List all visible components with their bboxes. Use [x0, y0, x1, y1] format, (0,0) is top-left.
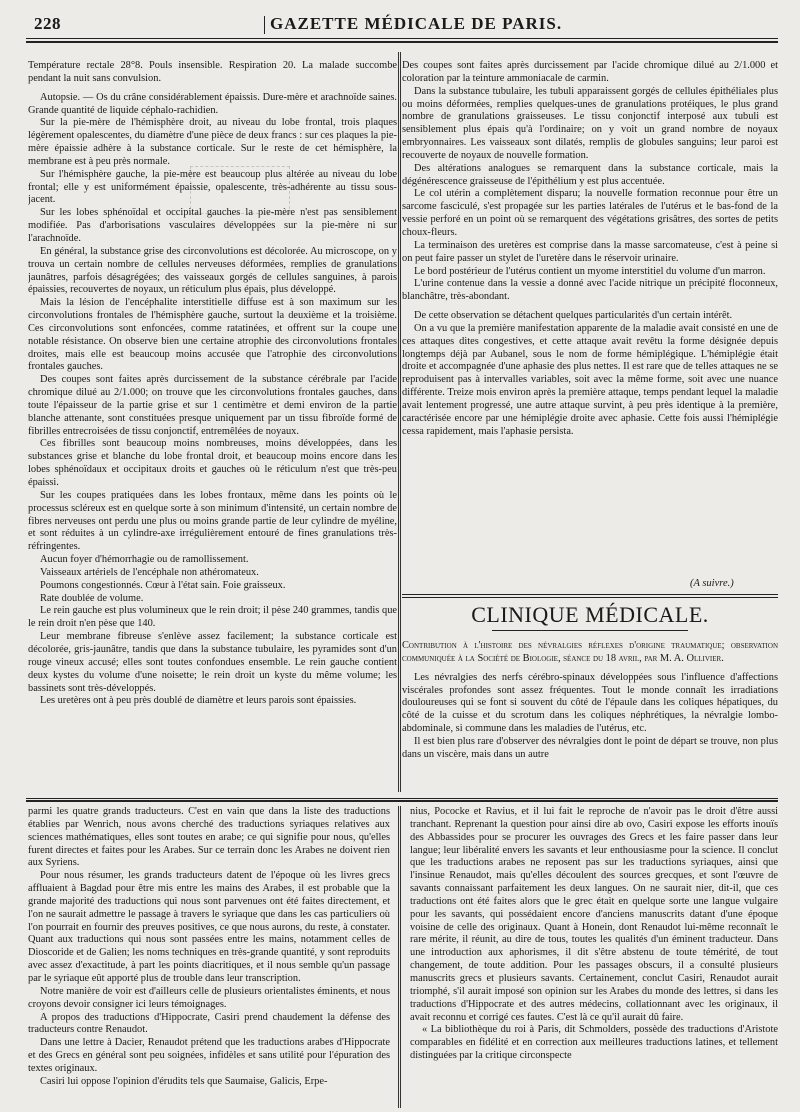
paragraph: Dans une lettre à Dacier, Renaudot prétend que les traductions arabes d'Hippocrate et des Grecs en général sont peu soignées, infidèles et sans utilité pour l'épuration des textes originaux.: [28, 1037, 390, 1074]
paragraph: Ces fibrilles sont beaucoup moins nombreuses, moins développées, dans les substances grise et blanche du lobe frontal droit, et beaucoup moins encore dans les lobes sphénoïdaux et occipitaux droits et gauches où le réticulum n'est que très-peu épaissi.: [28, 438, 397, 488]
paragraph: Leur membrane fibreuse s'enlève assez facilement; la substance corticale est décolorée, gris-jaunâtre, tandis que dans la substance tubulaire, les pyramides sont d'un rouge vineux accusé; elles sont toutes confondues ensemble. Le rein gauche contient deux kystes du volume d'une noisette; le rein droit un kyste du même volume; les bassinets sont très-développés.: [28, 631, 397, 694]
page-number: 228: [34, 14, 61, 33]
paragraph: nius, Pococke et Ravius, et il lui fait le reproche de n'avoir pas le droit d'être aussi tranchant. Reprenant la question pour ainsi dire ab ovo, Casiri expose les efforts inouïs des Abbassides pour se procurer les ouvrages des Grecs et les faire passer dans leur langue; leur libéralité envers les savants et leur enthousiasme pour la science. Il conclut que les traductions arabes ne reposent pas sur les traductions syriaques, ainsi que l'insinue Renaudot, mais qu'elles découlent des sources grecques, et sont l'œuvre de savants connaissant parfaitement les deux langues. On ne saurait nier, dit-il, que ces traductions ont été faites alors que le grec était en quelque sorte une langue vulgaire pour les savants, qui possédaient encore d'anciens manuscrits datant d'une époque voisine de celle des originaux. Quant à Honein, dont Renaudot lui-même reconnaît le rare mérite, il réunit, au dire de tous, toutes les qualités d'un éminent traducteur. Dans une introduction aux aphorismes, il dit s'être abstenu de toute témérité, de tout changement, de toute addition. Pour les passages obscurs, il a consulté plusieurs manuscrits grecs et plusieurs savants. Certainement, conclut Casiri, Renaudot aurait triomphé, s'il aurait imposé son opinion sur les Arabes du monde des lettres, si dans les traductions d'Hippocrate et des autres médecins, collationnant avec les originaux, il avait reconnu et corrigé ces fautes. C'est là ce qu'il aurait dû faire.: [410, 806, 778, 1023]
section-rule: [402, 594, 778, 598]
paragraph: Dans la substance tubulaire, les tubuli apparaissent gorgés de cellules épithéliales plus ou moins déformées, remplies quelques-unes de granulations protéiques, le plus grand nombre de granulations graisseuses. Le tissu conjonctif interposé aux tubuli est sensiblement plus épais qu'à l'ordinaire; on y voit un grand nombre de noyaux embryonnaires. Les vaisseaux sont dilatés, remplis de globules sanguins; leur paroi est recouverte de noyaux de nouvelle formation.: [402, 85, 778, 161]
paragraph: Vaisseaux artériels de l'encéphale non athéromateux.: [40, 566, 259, 578]
paragraph: parmi les quatre grands traducteurs. C'est en vain que dans la liste des traductions établies par Wenrich, nous avons cherché des traductions syriaques relatives aux sciences mathématiques, elles sont toutes en arabe; ce qui signifie pour nous, qu'elles furent directes et faites pour les Arabes. Sur ce terrain donc les Arabes ne doivent rien aux Syriens.: [28, 806, 390, 869]
paragraph: Poumons congestionnés. Cœur à l'état sain. Foie graisseux.: [40, 579, 286, 591]
paragraph: Des altérations analogues se remarquent dans la substance corticale, mais la dégénérescence graisseuse de l'épithélium y est plus accentuée.: [402, 162, 778, 187]
paragraph: Sur les lobes sphénoïdal et occipital gauches la pie-mère n'est pas sensiblement modifiée. Pas d'arborisations vasculaires développées sur la pie-mère ni sur l'arachnoïde.: [28, 207, 397, 244]
paragraph: Des coupes sont faites après durcissement de la substance cérébrale par l'acide chromique dilué au 2/1.000; on trouve que les circonvolutions frontales gauches, dans toute l'épaisseur de la partie grise et sur 1 centimètre et demi environ de la partie blanche attenante, sont constituées presque uniquement par un tissu fibroïde formé de fibrilles entrecroisées de tissu conjonctif, entremêlées de noyaux.: [28, 374, 397, 437]
paragraph: Il est bien plus rare d'observer des névralgies dont le point de départ se trouve, non plus dans un viscère, mais dans un autre: [402, 735, 778, 760]
paragraph: Mais la lésion de l'encéphalite interstitielle diffuse est à son maximum sur les circonvolutions frontales de l'hémisphère gauche, surtout la deuxième et la troisième. Ces circonvolutions sont enfoncées, comme ratatinées, et offrent sur la coupe une notable résistance. On observe bien une certaine atrophie des circonvolutions frontales droites, mais elle est beaucoup moins accusée que l'atrophie des circonvolutions frontales gauches.: [28, 297, 397, 373]
paragraph: De cette observation se détachent quelques particularités d'un certain intérêt.: [414, 310, 733, 322]
section-title: CLINIQUE MÉDICALE.: [471, 602, 709, 627]
paragraph: Rate doublée de volume.: [40, 592, 144, 604]
paragraph: En général, la substance grise des circonvolutions est décolorée. Au microscope, on y trouva un certain nombre de cellules nerveuses déformées, remplies de granulations jaunâtres, parfois désagrégées; des vaisseaux gorgés de cellules sanguines, à parois épaissies, recouvertes de noyaux, un réticulum plus épais, plus développé.: [28, 245, 397, 296]
paragraph: Sur les coupes pratiquées dans les lobes frontaux, même dans les points où le processus scléreux est en quelque sorte à son minimum d'intensité, un certain nombre de fibres nerveuses ont perdu une plus ou moins grande partie de leur cylindre de myéline, et sont réduites à un cylindre-axe irrégulièrement entouré de fines granulations très-réfringentes.: [28, 489, 397, 553]
feuilleton-rule: [26, 798, 778, 802]
column-top-right: [402, 60, 778, 580]
column-clinique: [402, 640, 778, 786]
paragraph: « La bibliothèque du roi à Paris, dit Schmolders, possède des traductions d'Aristote comparables en fidélité et en correction aux meilleures traductions latines, et tellement distinguées par la critique circonspecte: [410, 1024, 778, 1062]
page-header: [20, 10, 780, 40]
paragraph: Température rectale 28°8. Pouls insensible. Respiration 20. La malade succombe pendant la nuit sans convulsion.: [28, 60, 397, 84]
paragraph: Casiri lui oppose l'opinion d'érudits tels que Saumaise, Galicis, Erpe-: [40, 1075, 328, 1087]
paragraph: Les névralgies des nerfs cérébro-spinaux développées sous l'influence d'affections viscérales profondes sont assez fréquentes. Tout le monde connaît les irradiations douloureuses qui se font si souvent du côté de l'épaule dans les coliques hépatiques, du côté de la cuisse et du scrotum dans les coliques néphrétiques, la névralgie lombo-abdominale, si commune dans les maladies de l'utérus, etc.: [402, 671, 778, 735]
paragraph: On a vu que la première manifestation apparente de la maladie avait consisté en une de ces attaques dites congestives, et cette attaque avait revêtu la forme désignée depuis longtemps déjà par Aubanel, sous le nom de forme hémiplégique. L'hémiplégie était droite et accompagnée d'une aphasie des plus nettes. Il est rare que de telles attaques ne se reproduisent pas à intervalles variables, soit avec la même forme, soit avec une nuance différente. Treize mois environ après la première attaque, temps pendant lequel la maladie avait lentement progressé, une autre attaque survint, à peu près identique à la première, caractérisée encore par une hémiplégie droite avec aphasie. Cette fois aussi l'hémiplégie cessa rapidement, mais l'aphasie persista.: [402, 322, 778, 437]
column-divider-bottom: [398, 806, 401, 1108]
column-bottom-right: [410, 806, 778, 1106]
paragraph: Aucun foyer d'hémorrhagie ou de ramollissement.: [40, 554, 249, 566]
section-title-underline: [492, 630, 688, 631]
paragraph: A propos des traductions d'Hippocrate, Casiri prend chaudement la défense des traducteurs contre Renaudot.: [28, 1011, 390, 1036]
paragraph: Le bord postérieur de l'utérus contient un myome interstitiel du volume d'un marron.: [414, 265, 766, 277]
running-title: GAZETTE MÉDICALE DE PARIS.: [270, 14, 563, 33]
paragraph: Des coupes sont faites après durcissement par l'acide chromique dilué au 2/1.000 et coloration par la teinture ammoniacale de carmin.: [402, 60, 778, 84]
paragraph: Pour nous résumer, les grands traducteurs datent de l'époque où les livres grecs affluaient à Bagdad pour être mis entre les mains des Arabes, il est probable que la grande majorité des traductions qui nous sont parvenues ont été faites directement, et l'on ne saurait admettre le passage à travers le syriaque que dans les cas particuliers où l'on pourrait en fournir des preuves positives, ce que nous aurons, du reste, à constater. Quant aux traductions qui nous sont passées entre les mains, notamment celles de Dioscoride et de Galien; les noms techniques en très-grande quantité, y sont reproduits avec assez d'exactitude, à part les points diacritiques, et il nous semble qu'un passage par le syriaque eût apporté plus de trouble dans leur transcription.: [28, 870, 390, 984]
paragraph: Notre manière de voir est d'ailleurs celle de plusieurs orientalistes éminents, et nous croyons devoir consigner ici leurs témoignages.: [28, 985, 390, 1010]
paragraph: Le rein gauche est plus volumineux que le rein droit; il pèse 240 grammes, tandis que le rein droit n'en pèse que 140.: [28, 605, 397, 630]
column-divider-top: [398, 52, 401, 792]
paragraph: Sur l'hémisphère gauche, la pie-mère est beaucoup plus altérée au niveau du lobe frontal; elle y est uniformément épaissie, opalescente, très-adhérente au tissu sous-jacent.: [28, 168, 397, 206]
header-rule: [26, 38, 778, 43]
library-stamp: [190, 166, 290, 214]
paragraph-autopsie: Autopsie. — Os du crâne considérablement épaissis. Dure-mère et arachnoïde saines. Grande quantité de liquide céphalo-rachidien.: [28, 91, 397, 116]
paragraph: La terminaison des uretères est comprise dans la masse sarcomateuse, c'est à peine si on peut faire passer un stylet de l'uretère dans le réservoir urinaire.: [402, 239, 778, 264]
paragraph: L'urine contenue dans la vessie a donné avec l'acide nitrique un précipité floconneux, blanchâtre, très-abondant.: [402, 278, 778, 303]
article-heading: Contribution à l'histoire des névralgies réflexes d'origine traumatique; observation communiquée à la Société de Biologie, séance du 18 avril, par M. A. Ollivier.: [402, 640, 778, 664]
paragraph: Les uretères ont à peu près doublé de diamètre et leurs parois sont épaissies.: [40, 695, 357, 707]
paragraph: Le col utérin a complètement disparu; la nouvelle formation reconnue pour être un sarcome fasciculé, s'est propagée sur les parties latérales de l'utérus et le bas-fond de la vessie perforé en un point où se remarquent des végétations grisâtres, des sortes de petits choux-fleurs.: [402, 188, 778, 238]
continuation-note: (A suivre.): [690, 578, 734, 589]
column-bottom-left: [28, 806, 390, 1106]
paragraph: Sur la pie-mère de l'hémisphère droit, au niveau du lobe frontal, trois plaques légèrement opalescentes, du diamètre d'une pièce de deux francs : sur ces plaques la pie-mère épaissie adhère à la substance corticale. Sur le reste de cet hémisphère, la membrane est à peu près normale.: [28, 117, 397, 167]
